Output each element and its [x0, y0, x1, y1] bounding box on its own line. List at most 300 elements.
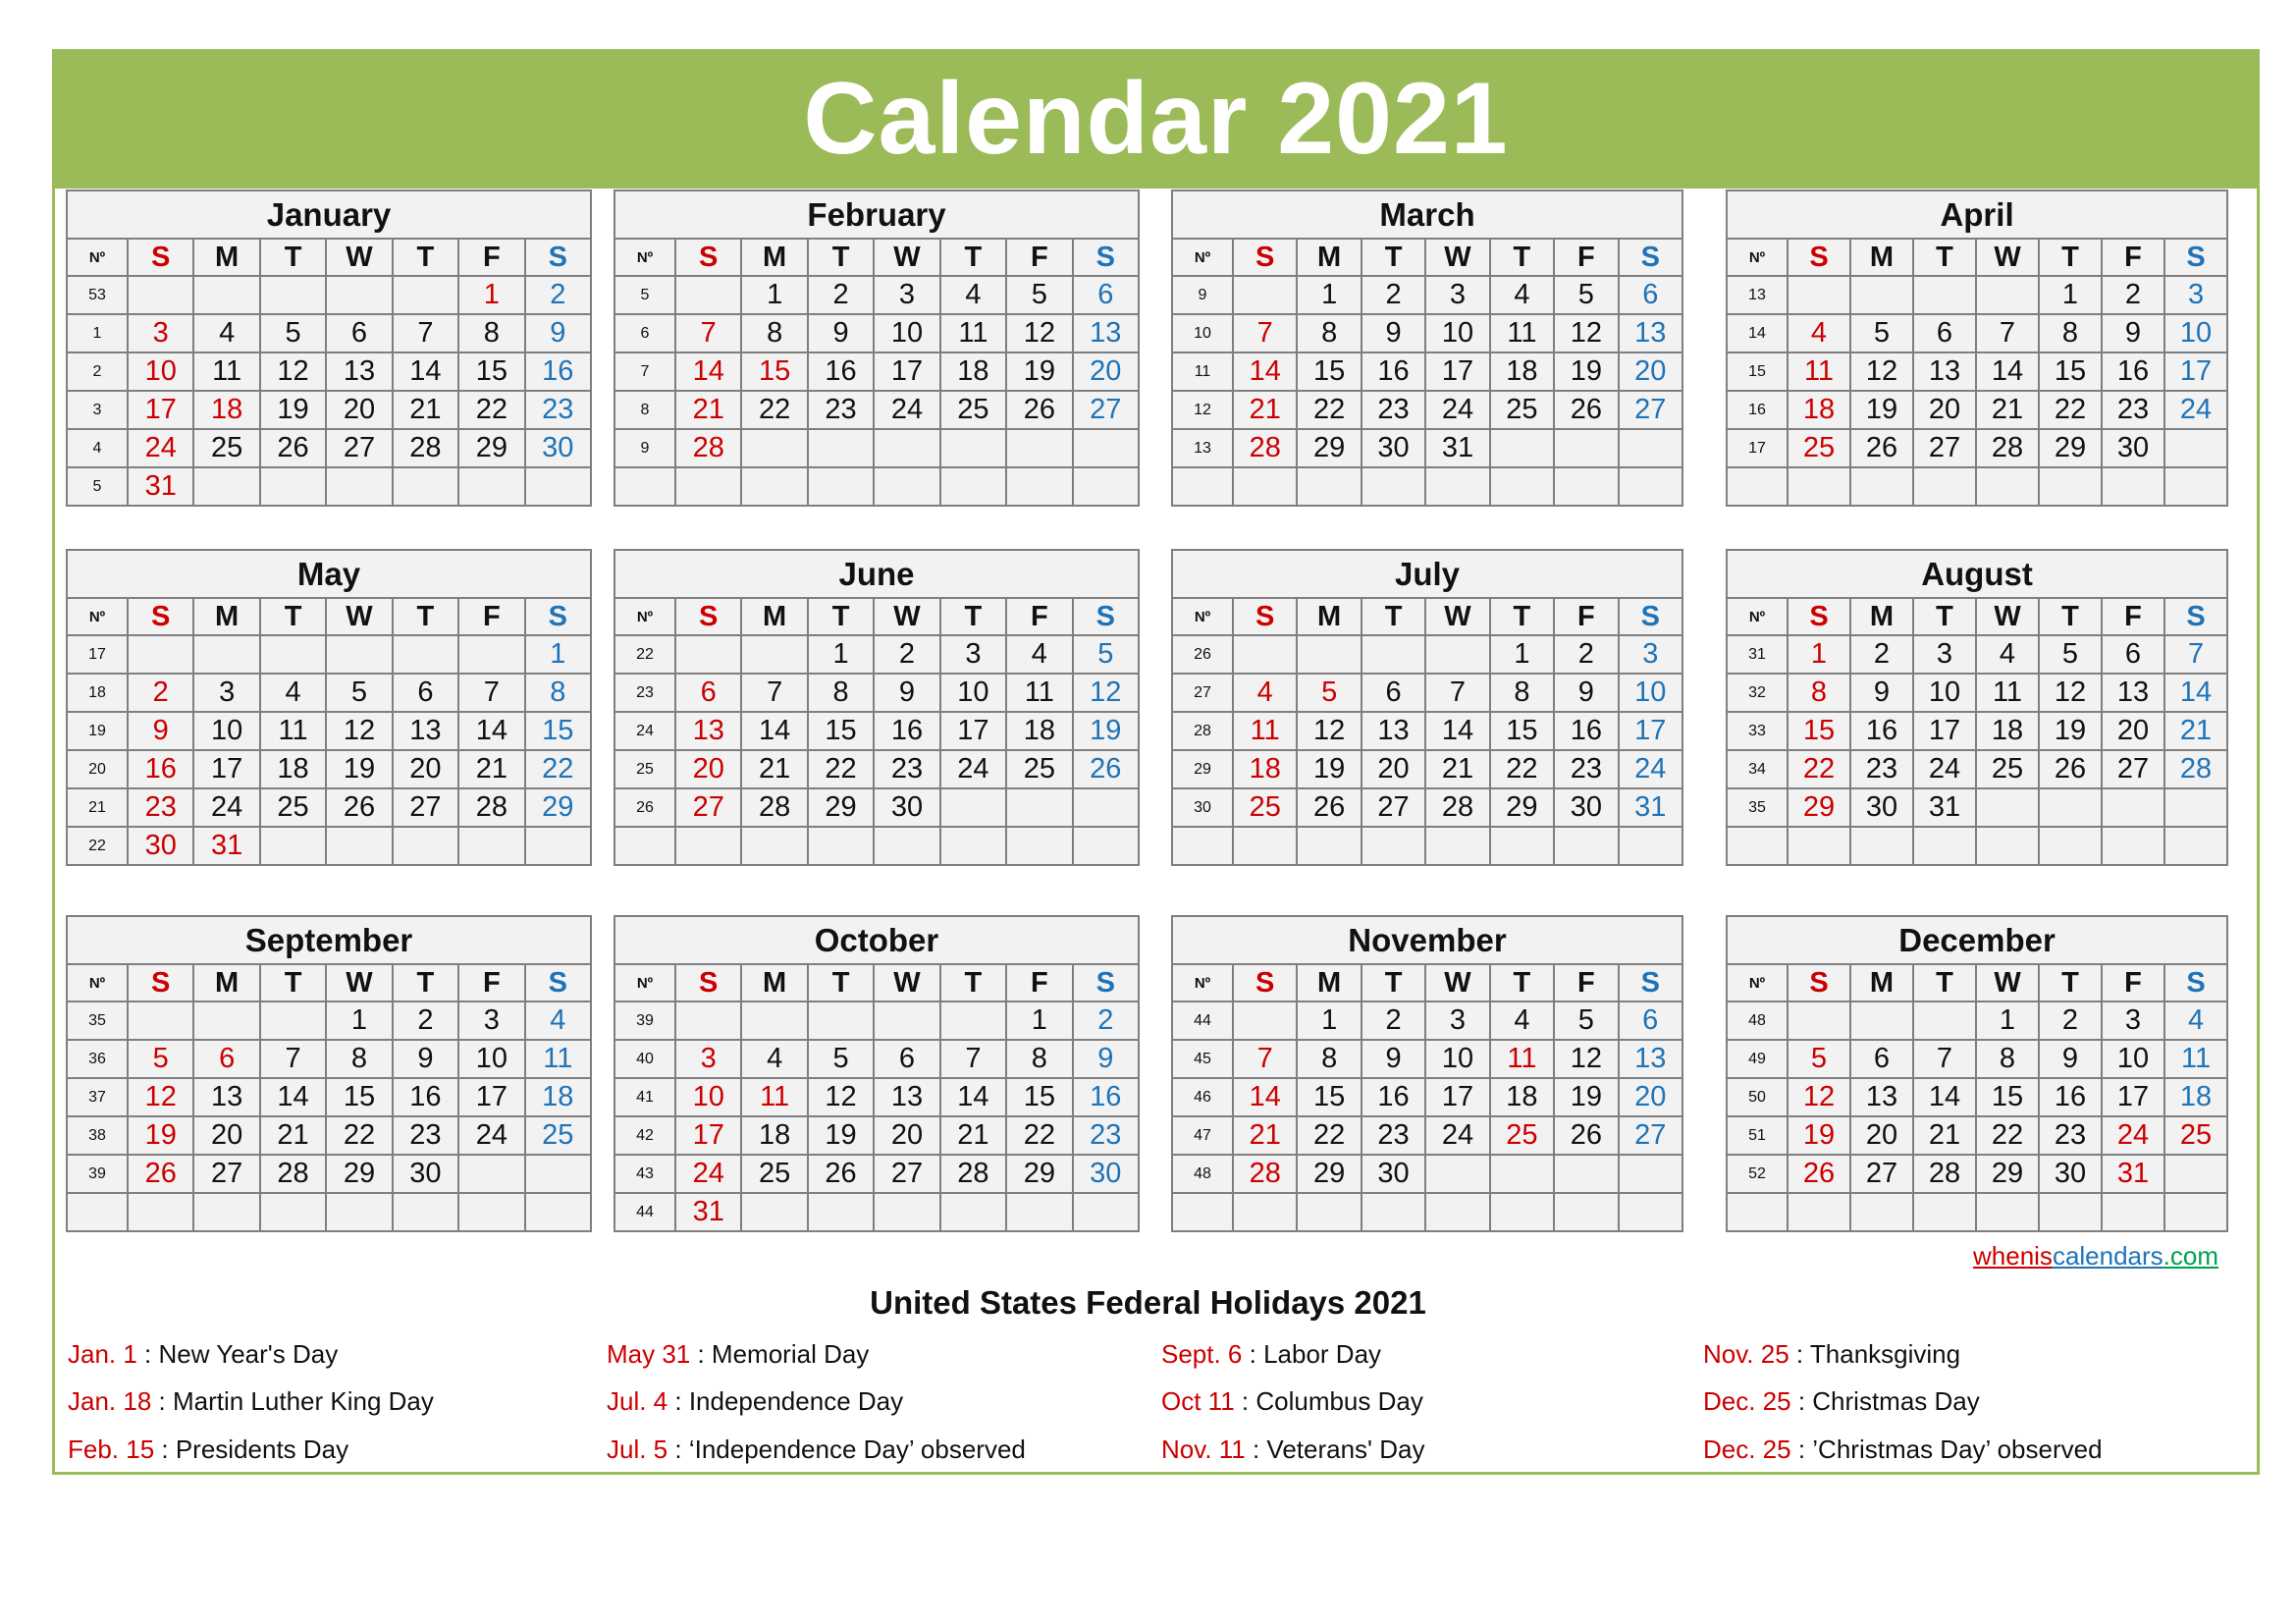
day-cell: 12	[260, 352, 326, 391]
day-cell: 26	[260, 429, 326, 467]
holiday-date: Nov. 11	[1161, 1435, 1246, 1464]
day-cell: 24	[2102, 1116, 2164, 1155]
week-row	[1172, 314, 1682, 352]
website-part-1[interactable]: whenis	[1973, 1241, 2053, 1271]
empty-day-cell	[193, 1001, 259, 1040]
day-cell: 5	[1554, 276, 1618, 314]
day-cell: 10	[1913, 674, 1976, 712]
day-cell: 4	[193, 314, 259, 352]
day-cell: 25	[1788, 429, 1850, 467]
holiday-item	[68, 1339, 338, 1370]
empty-day-cell	[1913, 1193, 1976, 1231]
week-row	[1172, 1155, 1682, 1193]
month-name: May	[67, 550, 591, 598]
week-number	[614, 467, 675, 506]
week-row	[1172, 276, 1682, 314]
weekday-header: W	[326, 964, 392, 1001]
day-cell: 11	[1490, 1040, 1554, 1078]
week-number: 7	[614, 352, 675, 391]
empty-day-cell	[1490, 429, 1554, 467]
weekday-header: T	[2039, 598, 2102, 635]
empty-day-cell	[1554, 1193, 1618, 1231]
empty-day-cell	[2102, 788, 2164, 827]
day-cell: 18	[1006, 712, 1072, 750]
empty-day-cell	[525, 827, 592, 865]
week-number: 51	[1727, 1116, 1788, 1155]
week-row	[67, 1001, 591, 1040]
week-number: 13	[1172, 429, 1233, 467]
weekday-header: M	[1297, 964, 1361, 1001]
day-cell: 27	[2102, 750, 2164, 788]
day-cell: 10	[940, 674, 1006, 712]
day-cell: 22	[326, 1116, 392, 1155]
day-cell: 2	[393, 1001, 458, 1040]
week-row	[614, 1040, 1139, 1078]
week-number: 2	[67, 352, 128, 391]
week-number: 30	[1172, 788, 1233, 827]
week-row	[1727, 467, 2227, 506]
week-row	[1172, 674, 1682, 712]
empty-day-cell	[1073, 429, 1140, 467]
weekday-header-saturday: S	[2164, 239, 2227, 276]
day-cell: 4	[940, 276, 1006, 314]
day-cell: 15	[326, 1078, 392, 1116]
day-cell: 5	[1073, 635, 1139, 674]
day-cell: 24	[1913, 750, 1976, 788]
day-cell: 9	[2102, 314, 2164, 352]
day-cell: 13	[2102, 674, 2164, 712]
week-row	[614, 391, 1139, 429]
day-cell: 17	[2164, 352, 2227, 391]
day-cell: 6	[2102, 635, 2164, 674]
weekday-header: T	[260, 239, 326, 276]
week-number: 16	[1727, 391, 1788, 429]
empty-day-cell	[940, 429, 1006, 467]
day-cell: 6	[393, 674, 458, 712]
day-cell: 16	[1362, 352, 1425, 391]
day-cell: 22	[1490, 750, 1554, 788]
week-row	[614, 352, 1139, 391]
day-cell: 8	[1976, 1040, 2039, 1078]
empty-day-cell	[1490, 1155, 1554, 1193]
weekday-header-sunday: S	[1788, 964, 1850, 1001]
holiday-date: Jul. 5	[607, 1435, 668, 1464]
weekday-header: W	[1425, 239, 1489, 276]
week-row	[67, 1155, 591, 1193]
empty-day-cell	[1788, 1193, 1850, 1231]
day-cell: 7	[940, 1040, 1006, 1078]
day-cell: 28	[940, 1155, 1006, 1193]
website-part-3[interactable]: .com	[2163, 1241, 2219, 1271]
day-cell: 4	[2164, 1001, 2227, 1040]
day-cell: 15	[525, 712, 592, 750]
day-cell: 23	[1362, 1116, 1425, 1155]
day-cell: 30	[1073, 1155, 1139, 1193]
week-row	[614, 750, 1139, 788]
week-number: 39	[614, 1001, 675, 1040]
weekday-header: M	[193, 239, 259, 276]
empty-day-cell	[1976, 467, 2039, 506]
day-cell: 7	[1233, 1040, 1297, 1078]
day-cell: 28	[1913, 1155, 1976, 1193]
day-cell: 11	[525, 1040, 591, 1078]
week-number: 38	[67, 1116, 128, 1155]
empty-day-cell	[2039, 788, 2102, 827]
day-cell: 14	[393, 352, 458, 391]
empty-day-cell	[2164, 788, 2227, 827]
day-cell: 8	[741, 314, 807, 352]
day-cell: 10	[1425, 1040, 1489, 1078]
day-cell: 3	[874, 276, 939, 314]
day-cell: 29	[326, 1155, 392, 1193]
empty-day-cell	[874, 1193, 939, 1231]
day-cell: 2	[128, 674, 193, 712]
day-cell: 27	[1619, 1116, 1682, 1155]
week-row	[67, 314, 591, 352]
day-cell: 8	[808, 674, 874, 712]
day-cell: 8	[458, 314, 524, 352]
day-cell: 16	[2039, 1078, 2102, 1116]
day-cell: 3	[1619, 635, 1682, 674]
week-number: 44	[614, 1193, 675, 1231]
empty-day-cell	[1913, 827, 1976, 865]
week-number	[1172, 467, 1233, 506]
day-cell: 16	[2102, 352, 2164, 391]
empty-day-cell	[1554, 429, 1618, 467]
day-cell: 15	[1976, 1078, 2039, 1116]
day-cell: 8	[1490, 674, 1554, 712]
week-row	[67, 712, 591, 750]
day-cell: 6	[193, 1040, 259, 1078]
month-december	[1726, 915, 2228, 1232]
day-cell: 6	[1619, 276, 1683, 314]
day-cell: 24	[940, 750, 1006, 788]
day-cell: 27	[193, 1155, 259, 1193]
week-row	[67, 750, 591, 788]
week-row	[1727, 352, 2227, 391]
day-cell: 27	[1850, 1155, 1913, 1193]
empty-day-cell	[741, 827, 807, 865]
holiday-item	[607, 1386, 903, 1417]
day-cell: 14	[940, 1078, 1006, 1116]
empty-day-cell	[1006, 467, 1072, 506]
month-august	[1726, 549, 2228, 866]
empty-day-cell	[675, 635, 741, 674]
day-cell: 14	[741, 712, 807, 750]
day-cell: 22	[1006, 1116, 1072, 1155]
week-row	[614, 1155, 1139, 1193]
week-row	[614, 1078, 1139, 1116]
empty-day-cell	[1788, 276, 1850, 314]
weekday-header: M	[1850, 239, 1913, 276]
empty-day-cell	[1073, 1193, 1139, 1231]
day-cell: 2	[525, 276, 592, 314]
weekday-header-sunday: S	[1233, 964, 1297, 1001]
week-row	[1727, 635, 2227, 674]
week-number: 25	[614, 750, 675, 788]
day-cell: 2	[2039, 1001, 2102, 1040]
day-cell: 11	[193, 352, 259, 391]
empty-day-cell	[1850, 1193, 1913, 1231]
holiday-item	[1161, 1386, 1423, 1417]
holiday-item	[607, 1339, 869, 1370]
empty-day-cell	[808, 827, 874, 865]
day-cell: 4	[1233, 674, 1297, 712]
day-cell: 18	[1233, 750, 1297, 788]
empty-day-cell	[2164, 1193, 2227, 1231]
week-number: 26	[614, 788, 675, 827]
day-cell: 28	[1233, 429, 1297, 467]
day-cell: 28	[675, 429, 741, 467]
week-number: 29	[1172, 750, 1233, 788]
day-cell: 12	[1073, 674, 1139, 712]
day-cell: 29	[2039, 429, 2102, 467]
day-cell: 1	[1490, 635, 1554, 674]
day-cell: 22	[1976, 1116, 2039, 1155]
day-cell: 3	[1425, 1001, 1489, 1040]
weekday-header-saturday: S	[1073, 964, 1139, 1001]
day-cell: 23	[808, 391, 874, 429]
day-cell: 21	[1976, 391, 2039, 429]
day-cell: 16	[874, 712, 939, 750]
day-cell: 12	[326, 712, 392, 750]
day-cell: 19	[808, 1116, 874, 1155]
day-cell: 19	[260, 391, 326, 429]
week-number	[1172, 827, 1233, 865]
empty-day-cell	[1976, 827, 2039, 865]
weekday-header: T	[393, 239, 458, 276]
holiday-name: : Labor Day	[1242, 1339, 1382, 1369]
day-cell: 12	[2039, 674, 2102, 712]
empty-day-cell	[1073, 467, 1140, 506]
week-row	[1172, 788, 1682, 827]
day-cell: 25	[1490, 391, 1554, 429]
empty-day-cell	[808, 429, 874, 467]
day-cell: 4	[1006, 635, 1072, 674]
week-number	[614, 827, 675, 865]
day-cell: 7	[393, 314, 458, 352]
day-cell: 10	[874, 314, 939, 352]
day-cell: 16	[128, 750, 193, 788]
holiday-date: Sept. 6	[1161, 1339, 1243, 1369]
day-cell: 27	[326, 429, 392, 467]
empty-day-cell	[1913, 467, 1976, 506]
week-number: 44	[1172, 1001, 1233, 1040]
day-cell: 7	[2164, 635, 2227, 674]
month-name: July	[1172, 550, 1682, 598]
day-cell: 18	[940, 352, 1006, 391]
empty-day-cell	[1913, 276, 1976, 314]
day-cell: 16	[393, 1078, 458, 1116]
day-cell: 17	[128, 391, 193, 429]
day-cell: 3	[940, 635, 1006, 674]
month-may	[66, 549, 592, 866]
day-cell: 26	[808, 1155, 874, 1193]
day-cell: 9	[808, 314, 874, 352]
weekday-header-sunday: S	[1233, 598, 1297, 635]
day-cell: 16	[525, 352, 592, 391]
day-cell: 17	[1913, 712, 1976, 750]
week-number: 22	[614, 635, 675, 674]
holiday-date: Jan. 18	[68, 1386, 152, 1416]
day-cell: 15	[458, 352, 524, 391]
day-cell: 17	[193, 750, 259, 788]
empty-day-cell	[675, 276, 741, 314]
weekday-header: W	[1976, 239, 2039, 276]
day-cell: 10	[2164, 314, 2227, 352]
weekday-header-sunday: S	[128, 964, 193, 1001]
day-cell: 8	[326, 1040, 392, 1078]
day-cell: 31	[675, 1193, 741, 1231]
day-cell: 12	[1788, 1078, 1850, 1116]
day-cell: 4	[1788, 314, 1850, 352]
month-march	[1171, 189, 1683, 507]
day-cell: 26	[1554, 391, 1618, 429]
empty-day-cell	[260, 276, 326, 314]
weekday-header-sunday: S	[1788, 598, 1850, 635]
empty-day-cell	[1073, 788, 1139, 827]
empty-day-cell	[940, 788, 1006, 827]
day-cell: 13	[326, 352, 392, 391]
day-cell: 28	[1425, 788, 1489, 827]
weekday-header-saturday: S	[525, 598, 592, 635]
week-row	[614, 429, 1139, 467]
week-row	[614, 276, 1139, 314]
day-cell: 18	[1788, 391, 1850, 429]
week-row	[67, 1078, 591, 1116]
empty-day-cell	[1425, 635, 1489, 674]
day-cell: 27	[393, 788, 458, 827]
empty-day-cell	[1297, 827, 1361, 865]
day-cell: 21	[1913, 1116, 1976, 1155]
day-cell: 14	[260, 1078, 326, 1116]
day-cell: 15	[808, 712, 874, 750]
day-cell: 9	[525, 314, 592, 352]
day-cell: 16	[808, 352, 874, 391]
week-number-header: Nº	[1172, 239, 1233, 276]
day-cell: 26	[1554, 1116, 1618, 1155]
week-number: 14	[1727, 314, 1788, 352]
week-number: 24	[614, 712, 675, 750]
day-cell: 20	[193, 1116, 259, 1155]
empty-day-cell	[940, 1193, 1006, 1231]
day-cell: 5	[326, 674, 392, 712]
week-row	[614, 827, 1139, 865]
day-cell: 8	[1006, 1040, 1072, 1078]
day-cell: 6	[326, 314, 392, 352]
empty-day-cell	[326, 827, 392, 865]
weekday-header: T	[2039, 964, 2102, 1001]
empty-day-cell	[1554, 1155, 1618, 1193]
day-cell: 21	[260, 1116, 326, 1155]
empty-day-cell	[1976, 788, 2039, 827]
weekday-header: T	[1362, 964, 1425, 1001]
weekday-header: T	[1362, 239, 1425, 276]
empty-day-cell	[393, 467, 458, 506]
weekday-header: W	[874, 598, 939, 635]
day-cell: 14	[1233, 352, 1297, 391]
day-cell: 17	[1425, 352, 1489, 391]
day-cell: 18	[741, 1116, 807, 1155]
empty-day-cell	[2164, 1155, 2227, 1193]
day-cell: 11	[940, 314, 1006, 352]
empty-day-cell	[128, 276, 193, 314]
weekday-header: T	[1913, 964, 1976, 1001]
week-number: 42	[614, 1116, 675, 1155]
empty-day-cell	[326, 467, 392, 506]
week-number: 31	[1727, 635, 1788, 674]
day-cell: 11	[1006, 674, 1072, 712]
empty-day-cell	[1788, 1001, 1850, 1040]
empty-day-cell	[1362, 467, 1425, 506]
week-number: 9	[614, 429, 675, 467]
holiday-date: Jan. 1	[68, 1339, 137, 1369]
holiday-item	[68, 1386, 434, 1417]
empty-day-cell	[1233, 276, 1297, 314]
empty-day-cell	[1425, 467, 1489, 506]
day-cell: 23	[1554, 750, 1618, 788]
day-cell: 21	[741, 750, 807, 788]
day-cell: 24	[1425, 1116, 1489, 1155]
day-cell: 15	[1490, 712, 1554, 750]
day-cell: 23	[1073, 1116, 1139, 1155]
day-cell: 11	[741, 1078, 807, 1116]
week-number: 10	[1172, 314, 1233, 352]
website-part-2[interactable]: calendars	[2052, 1241, 2163, 1271]
day-cell: 21	[1425, 750, 1489, 788]
empty-day-cell	[193, 1193, 259, 1231]
day-cell: 8	[1788, 674, 1850, 712]
website-link[interactable]	[1973, 1241, 2218, 1272]
day-cell: 11	[1976, 674, 2039, 712]
day-cell: 25	[741, 1155, 807, 1193]
weekday-header: T	[260, 598, 326, 635]
day-cell: 9	[1554, 674, 1618, 712]
empty-day-cell	[458, 1193, 524, 1231]
day-cell: 21	[1233, 391, 1297, 429]
weekday-header: F	[458, 239, 524, 276]
week-number-header: Nº	[67, 239, 128, 276]
day-cell: 31	[2102, 1155, 2164, 1193]
week-row	[1172, 429, 1682, 467]
weekday-header: T	[1913, 598, 1976, 635]
day-cell: 3	[1913, 635, 1976, 674]
week-row	[614, 467, 1139, 506]
week-number: 27	[1172, 674, 1233, 712]
weekday-header: T	[940, 239, 1006, 276]
empty-day-cell	[128, 1193, 193, 1231]
weekday-header-sunday: S	[128, 598, 193, 635]
empty-day-cell	[1850, 276, 1913, 314]
day-cell: 16	[1073, 1078, 1139, 1116]
day-cell: 2	[1850, 635, 1913, 674]
empty-day-cell	[741, 467, 807, 506]
week-number: 9	[1172, 276, 1233, 314]
empty-day-cell	[874, 827, 939, 865]
day-cell: 12	[1006, 314, 1072, 352]
weekday-header: F	[2102, 964, 2164, 1001]
week-number: 15	[1727, 352, 1788, 391]
day-cell: 2	[1554, 635, 1618, 674]
week-number: 6	[614, 314, 675, 352]
empty-day-cell	[940, 827, 1006, 865]
day-cell: 20	[2102, 712, 2164, 750]
weekday-header: F	[1554, 964, 1618, 1001]
day-cell: 27	[1913, 429, 1976, 467]
day-cell: 26	[2039, 750, 2102, 788]
week-number	[67, 1193, 128, 1231]
day-cell: 1	[741, 276, 807, 314]
